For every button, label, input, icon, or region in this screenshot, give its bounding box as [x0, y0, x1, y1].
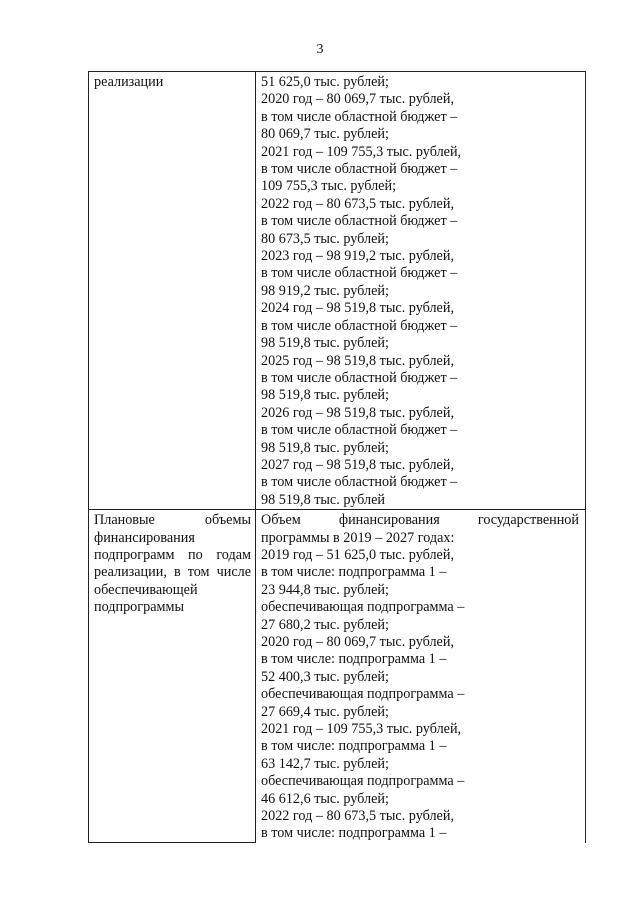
value-line: в том числе: подпрограмма 1 – [261, 738, 447, 755]
value-line: 52 400,3 тыс. рублей; [261, 668, 389, 685]
value-line: 2020 год – 80 069,7 тыс. рублей, [261, 91, 454, 108]
value-line: 51 625,0 тыс. рублей; [261, 74, 389, 90]
value-line: 2026 год – 98 519,8 тыс. рублей, [261, 404, 454, 421]
row-label-cell [89, 510, 256, 843]
value-line: 27 680,2 тыс. рублей; [261, 616, 389, 633]
value-line: 2025 год – 98 519,8 тыс. рублей, [261, 352, 454, 369]
value-line: в том числе областной бюджет – [261, 265, 458, 282]
label-line: обеспечивающей [94, 581, 198, 598]
value-line: 2024 год – 98 519,8 тыс. рублей, [261, 300, 454, 317]
value-line: 109 755,3 тыс. рублей; [261, 178, 397, 195]
value-line: 2021 год – 109 755,3 тыс. рублей, [261, 721, 462, 738]
value-line: в том числе областной бюджет – [261, 213, 458, 230]
value-line: 23 944,8 тыс. рублей; [261, 581, 389, 598]
page-number: 3 [316, 42, 324, 57]
value-line: 98 519,8 тыс. рублей; [261, 439, 389, 456]
value-line: 98 519,8 тыс. рублей [261, 491, 385, 508]
value-line: 98 519,8 тыс. рублей; [261, 387, 389, 404]
row-value-cell [256, 72, 586, 510]
value-line: обеспечивающая подпрограмма – [261, 686, 465, 703]
value-line: 46 612,6 тыс. рублей; [261, 790, 389, 807]
value-line: Объем финансирования государственной [261, 512, 579, 529]
value-line: 2022 год – 80 673,5 тыс. рублей, [261, 195, 454, 212]
value-line: в том числе: подпрограмма 1 – [261, 825, 447, 842]
value-line: 2021 год – 109 755,3 тыс. рублей, [261, 143, 462, 160]
value-line: в том числе областной бюджет – [261, 108, 458, 125]
value-line: 27 669,4 тыс. рублей; [261, 703, 389, 720]
value-line: 80 673,5 тыс. рублей; [261, 230, 389, 247]
label-line: подпрограммы [94, 599, 184, 616]
value-line: 98 919,2 тыс. рублей; [261, 282, 389, 299]
value-line: 2022 год – 80 673,5 тыс. рублей, [261, 808, 454, 825]
value-line: обеспечивающая подпрограмма – [261, 599, 465, 616]
label-line: подпрограмм по годам [94, 546, 251, 563]
table-row-subprograms [89, 510, 586, 843]
row-label-cell [89, 72, 256, 510]
value-line: 2023 год – 98 919,2 тыс. рублей, [261, 248, 454, 265]
value-line: программы в 2019 – 2027 годах: [261, 529, 455, 546]
value-line: 2019 год – 51 625,0 тыс. рублей, [261, 546, 454, 563]
value-line: 2027 год – 98 519,8 тыс. рублей, [261, 456, 454, 473]
value-line: 98 519,8 тыс. рублей; [261, 335, 389, 352]
value-line: 63 142,7 тыс. рублей; [261, 755, 389, 772]
value-line: в том числе областной бюджет – [261, 317, 458, 334]
value-line: в том числе: подпрограмма 1 – [261, 564, 447, 581]
value-line: в том числе областной бюджет – [261, 474, 458, 491]
label-line: реализации, в том числе [94, 564, 251, 581]
value-line: в том числе областной бюджет – [261, 161, 458, 178]
value-line: в том числе областной бюджет – [261, 422, 458, 439]
passport-table [88, 71, 586, 843]
value-line: 80 069,7 тыс. рублей; [261, 126, 389, 143]
row-label: реализации [94, 74, 164, 90]
value-line: 2020 год – 80 069,7 тыс. рублей, [261, 634, 454, 650]
value-line: в том числе областной бюджет – [261, 369, 458, 386]
row-value-cell [256, 510, 586, 843]
label-line: Плановые объемы [94, 512, 251, 529]
value-line: обеспечивающая подпрограмма – [261, 773, 465, 790]
table-row-implementation [89, 72, 586, 510]
label-line: финансирования [94, 529, 195, 546]
value-line: в том числе: подпрограмма 1 – [261, 651, 447, 668]
